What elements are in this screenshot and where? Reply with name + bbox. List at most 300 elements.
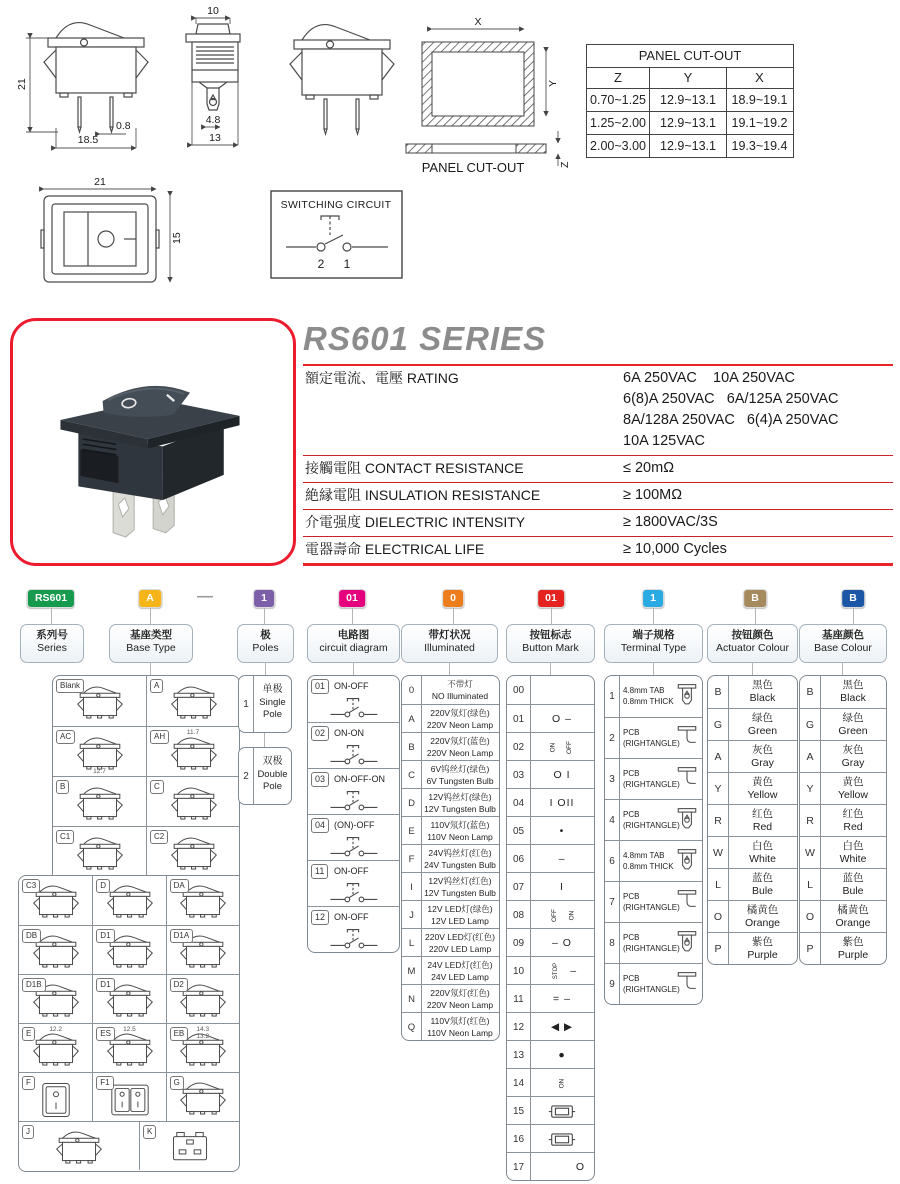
mark-text: O – (552, 713, 572, 725)
illuminated-zh: 24V LED灯(红色) (427, 960, 493, 970)
code-cell: 2 (605, 718, 620, 759)
panel-cutout-header-row (587, 68, 793, 89)
base-type-cell (92, 925, 165, 974)
base-type-code: Blank (56, 679, 84, 693)
connector-line (51, 608, 52, 624)
colour-zh: 紫色 (752, 936, 773, 948)
colour-zh: 红色 (842, 808, 864, 820)
ordering-label-en: Terminal Type (620, 642, 687, 654)
spec-row (303, 509, 893, 536)
colour-zh: 蓝色 (842, 872, 864, 884)
poles-label (254, 683, 291, 721)
terminal-text (623, 850, 674, 872)
base-type-cell (146, 726, 239, 776)
colour-en: Orange (744, 917, 781, 929)
colour-row (708, 900, 797, 933)
ordering-code-chip: RS601 (27, 589, 75, 608)
poles-label-en: Single Pole (259, 697, 286, 720)
terminal-text-line: PCB (623, 933, 640, 942)
illuminated-en: 12V LED Lamp (431, 916, 489, 926)
code-cell: I (402, 873, 422, 901)
button-mark-row (507, 1096, 594, 1125)
dim-18-5: 18.5 (77, 134, 99, 146)
colour-zh: 灰色 (842, 744, 864, 756)
spec-label: 絶縁電阻 INSULATION RESISTANCE (305, 487, 541, 503)
terminal-text (623, 727, 680, 749)
switch-drawing-icon (164, 836, 224, 874)
dim-x: X (474, 16, 482, 28)
code-cell: R (800, 805, 821, 837)
illuminated-row (402, 704, 499, 733)
ordering-label-box (799, 624, 887, 663)
series-title: RS601 SERIES (303, 320, 547, 357)
colour-row (800, 804, 886, 837)
button-mark-row (507, 900, 594, 929)
terminal-row (605, 717, 702, 759)
ordering-label-box (237, 624, 294, 663)
circuit-row (308, 722, 399, 769)
code-cell: 16 (507, 1125, 531, 1153)
mark-text-rotated: STOP (553, 962, 560, 980)
spec-label: 電器壽命 ELECTRICAL LIFE (305, 541, 485, 557)
illuminated-en: 24V Tungsten Bulb (424, 860, 496, 870)
connector-line (550, 662, 551, 675)
terminal-text-line: PCB (623, 728, 640, 737)
spec-row (303, 366, 893, 455)
illuminated-zh: 220V氖灯(绿色) (430, 708, 490, 718)
tab-terminal-icon (675, 682, 699, 710)
illuminated-row (402, 760, 499, 789)
button-mark-row (507, 872, 594, 901)
base-type-code: F (22, 1076, 35, 1090)
ordering-label-en: Button Mark (522, 642, 579, 654)
code-cell: 09 (507, 929, 531, 957)
switch-face-view-drawing (30, 178, 190, 296)
colour-en: Orange (835, 917, 871, 929)
colour-en: Black (840, 692, 866, 704)
base-type-cell (166, 925, 239, 974)
colour-row (708, 740, 797, 773)
code-cell: G (800, 709, 821, 741)
terminal-row (605, 799, 702, 841)
code-cell: 15 (507, 1097, 531, 1125)
mark-text: I (560, 881, 564, 893)
switch-drawing-icon (160, 1130, 220, 1168)
button-mark-value (530, 817, 594, 845)
terminal-text-line: PCB (623, 974, 640, 983)
button-mark-row (507, 1040, 594, 1069)
circuit-symbol-icon (323, 922, 383, 952)
actuator-colour-table (707, 675, 798, 965)
circuit-symbol-icon (323, 691, 383, 721)
spec-row (303, 455, 893, 482)
connector-line (853, 608, 854, 624)
ordering-label-zh: 按钮标志 (529, 629, 572, 641)
spec-row (303, 536, 893, 563)
connector-line (265, 662, 266, 675)
mark-text: O (575, 1161, 585, 1173)
button-mark-row (507, 760, 594, 789)
ordering-code-chip: B (743, 589, 767, 608)
code-cell: P (800, 933, 821, 965)
colour-row (800, 708, 886, 741)
colour-row (708, 804, 797, 837)
illuminated-row (402, 984, 499, 1013)
illuminated-en: 12V Tungsten Bulb (424, 888, 496, 898)
colour-row (800, 676, 886, 708)
base-type-cell (139, 1121, 239, 1170)
code-cell: A (708, 741, 729, 773)
button-mark-value (530, 957, 594, 985)
circuit-label: ON-OFF-ON (334, 774, 385, 784)
button-mark-row (507, 984, 594, 1013)
code-cell: 04 (507, 789, 531, 817)
illuminated-zh: 110V氖灯(蓝色) (430, 820, 490, 830)
code-cell: 06 (507, 845, 531, 873)
dimension-label: 12.5 (123, 1026, 136, 1033)
base-type-code: J (22, 1125, 34, 1139)
colour-en: Bule (751, 885, 773, 897)
terminal-text-line: (RIGHTANGLE) (623, 903, 680, 912)
code-cell: 08 (507, 901, 531, 929)
colour-en: Purple (837, 949, 869, 961)
illuminated-en: 220V LED Lamp (428, 944, 492, 954)
button-mark-row (507, 704, 594, 733)
circuit-label: ON-OFF (334, 866, 369, 876)
switch-drawing-icon (164, 736, 224, 774)
switch-side-view-drawing-2 (272, 14, 412, 140)
mark-text-rotated: ON (568, 910, 575, 920)
colour-en: Black (749, 692, 776, 704)
ordering-label-zh: 极 (260, 629, 271, 641)
code-cell: 07 (507, 873, 531, 901)
button-mark-row (507, 844, 594, 873)
illuminated-row (402, 788, 499, 817)
button-mark-value (530, 1041, 594, 1069)
circuit-label: (ON)-OFF (334, 820, 375, 830)
connector-line (264, 608, 265, 624)
mark-text: ● (558, 1049, 566, 1061)
rocker-switch-icon (547, 1132, 577, 1147)
base-type-code: C2 (150, 830, 168, 844)
circuit-symbol-icon (323, 784, 383, 814)
colour-zh: 红色 (752, 808, 773, 820)
tab-terminal-icon (675, 929, 699, 957)
ordering-label-box (506, 624, 595, 663)
base-type-cell (166, 876, 239, 925)
button-mark-row (507, 1124, 594, 1153)
button-mark-value (530, 1097, 594, 1125)
code-cell: Y (708, 773, 729, 805)
circuit-code: 12 (311, 910, 329, 925)
colour-en: Red (752, 821, 773, 833)
ordering-label-en: Base Type (126, 642, 176, 654)
ordering-label-zh: 系列号 (36, 629, 68, 641)
button-mark-value (530, 929, 594, 957)
code-cell: B (402, 733, 422, 761)
spec-value-line: 6A 250VAC 10A 250VAC (623, 370, 795, 386)
base-type-cell (92, 1023, 165, 1072)
code-cell: 0 (402, 676, 422, 704)
colour-en: Red (843, 821, 863, 833)
illuminated-zh: 220V氖灯(蓝色) (430, 736, 490, 746)
poles-box (238, 747, 292, 805)
terminal-type-table (604, 675, 703, 1005)
code-cell: F (402, 845, 422, 873)
connector-line (453, 608, 454, 624)
base-type-cell (166, 1072, 239, 1121)
terminal-row (605, 881, 702, 923)
code-cell: 14 (507, 1069, 531, 1097)
panel-cutout-cell: 1.25~2.00 (590, 116, 646, 130)
dimension-label: 12.7 (93, 768, 106, 775)
code-cell: 03 (507, 761, 531, 789)
terminal-text-line: PCB (623, 769, 640, 778)
button-mark-value (530, 1013, 594, 1041)
illuminated-en: 12V Tungsten Bulb (424, 804, 496, 814)
code-cell: Q (402, 1013, 422, 1041)
panel-cutout-row (587, 134, 793, 157)
spec-value (623, 510, 718, 536)
ordering-label-box (20, 624, 84, 663)
ordering-separator: — (197, 588, 213, 605)
pcb-terminal-icon (675, 888, 699, 916)
colour-zh: 蓝色 (752, 872, 773, 884)
code-cell: W (708, 837, 729, 869)
base-type-code: K (143, 1125, 156, 1139)
poles-code: 1 (239, 676, 254, 732)
code-cell: R (708, 805, 729, 837)
ordering-label-box (604, 624, 703, 663)
spec-label: 介電强度 DIELECTRIC INTENSITY (305, 514, 526, 530)
code-cell: 4 (605, 800, 620, 841)
illuminated-en: 110V Neon Lamp (427, 832, 493, 842)
terminal-text (623, 809, 680, 831)
colour-en: Yellow (838, 789, 868, 801)
ordering-label-box (307, 624, 400, 663)
connector-line (353, 662, 354, 675)
mark-text-rotated: OFF (566, 740, 574, 754)
ordering-label-en: Illuminated (424, 642, 475, 654)
connector-line (842, 662, 843, 675)
colour-row (708, 932, 797, 965)
illuminated-zh: 12V钨丝灯(绿色) (428, 792, 492, 802)
spec-table (303, 364, 893, 566)
code-cell: D (402, 789, 422, 817)
button-mark-table (506, 675, 595, 1181)
circuit-symbol-icon (323, 738, 383, 768)
illuminated-row (402, 900, 499, 929)
illuminated-en: 110V Neon Lamp (427, 1028, 493, 1038)
colour-zh: 橘黄色 (837, 904, 869, 916)
circuit-row (308, 860, 399, 907)
circuit-row (308, 768, 399, 815)
terminal-text-line: (RIGHTANGLE) (623, 821, 680, 830)
terminal-2-label: 2 (317, 257, 325, 271)
code-cell: 3 (605, 759, 620, 800)
illuminated-en: 6V Tungsten Bulb (426, 776, 494, 786)
illuminated-zh: 6V钨丝灯(绿色) (430, 764, 490, 774)
button-mark-value (530, 761, 594, 789)
terminal-row (605, 963, 702, 1005)
button-mark-value (530, 733, 594, 761)
colour-zh: 紫色 (842, 936, 864, 948)
colour-row (708, 772, 797, 805)
circuit-row (308, 906, 399, 953)
illuminated-row (402, 844, 499, 873)
mark-text: – O (552, 937, 572, 949)
colour-en: Purple (747, 949, 778, 961)
illuminated-row (402, 676, 499, 704)
colour-en: White (749, 853, 776, 865)
poles-label-zh: 双极 (262, 756, 283, 767)
ordering-code-chip: 0 (442, 589, 464, 608)
poles-box (238, 675, 292, 733)
code-cell: Y (800, 773, 821, 805)
terminal-row (605, 758, 702, 800)
base-type-cell (92, 876, 165, 925)
dimension-label: 14.3 (196, 1026, 210, 1033)
button-mark-row (507, 732, 594, 761)
code-cell: O (800, 901, 821, 933)
code-cell: A (800, 741, 821, 773)
panel-cutout-cell: 19.1~19.2 (726, 112, 792, 134)
circuit-label: ON-ON (334, 728, 364, 738)
illuminated-zh: 110V氖灯(红色) (430, 1016, 490, 1026)
poles-label (254, 755, 291, 793)
panel-cutout-row (587, 89, 793, 111)
terminal-text-line: 0.8mm THICK (623, 697, 674, 706)
ordering-label-zh: 基座颜色 (822, 629, 864, 641)
colour-zh: 绿色 (842, 712, 864, 724)
illuminated-zh: 12V LED灯(绿色) (427, 904, 493, 914)
code-cell: L (800, 869, 821, 901)
base-type-code: B (56, 780, 69, 794)
base-type-code: C (150, 780, 164, 794)
colour-row (800, 868, 886, 901)
illuminated-row (402, 928, 499, 957)
panel-cutout-header-cell: X (726, 68, 792, 88)
spec-value-line: ≥ 10,000 Cycles (623, 541, 727, 557)
code-cell: B (800, 676, 821, 708)
base-type-code: C3 (22, 879, 40, 893)
mark-text-rotated: ON (558, 1078, 566, 1088)
base-type-cell (19, 974, 92, 1023)
button-mark-row (507, 956, 594, 985)
illuminated-row (402, 732, 499, 761)
code-cell: B (708, 676, 729, 708)
illuminated-zh: 220V氖灯(红色) (430, 988, 490, 998)
code-cell: C (402, 761, 422, 789)
colour-row (708, 676, 797, 708)
button-mark-value (530, 789, 594, 817)
code-cell: L (402, 929, 422, 957)
base-type-cell (53, 726, 146, 776)
connector-line (150, 608, 151, 624)
panel-cutout-cell: 12.9~13.1 (649, 135, 726, 157)
illuminated-row (402, 816, 499, 845)
product-photo (13, 321, 287, 557)
dim-21-face: 21 (94, 176, 106, 188)
ordering-code-chip: 01 (338, 589, 366, 608)
colour-zh: 白色 (842, 840, 864, 852)
colour-zh: 黑色 (752, 679, 773, 691)
button-mark-value (530, 873, 594, 901)
code-cell: 10 (507, 957, 531, 985)
switching-circuit-drawing (270, 190, 404, 280)
button-mark-value (530, 705, 594, 733)
base-type-cell (19, 1121, 139, 1170)
code-cell: M (402, 957, 422, 985)
colour-row (708, 868, 797, 901)
base-type-cell (146, 826, 239, 876)
ordering-code-chip: 1 (253, 589, 275, 608)
colour-row (800, 900, 886, 933)
dim-13: 13 (209, 132, 221, 144)
base-type-code: D1A (170, 929, 194, 943)
circuit-row (308, 676, 399, 722)
ordering-label-zh: 带灯状况 (428, 629, 471, 641)
code-cell: 12 (507, 1013, 531, 1041)
colour-en: Yellow (747, 789, 778, 801)
circuit-code: 03 (311, 772, 329, 787)
code-cell: 9 (605, 964, 620, 1005)
mark-text: I OII (549, 797, 575, 809)
spec-value-line: ≤ 20mΩ (623, 460, 675, 476)
ordering-label-box (707, 624, 798, 663)
terminal-text (623, 973, 680, 995)
ordering-label-zh: 端子规格 (632, 629, 675, 641)
terminal-text-line: (RIGHTANGLE) (623, 739, 680, 748)
code-cell: E (402, 817, 422, 845)
colour-row (708, 836, 797, 869)
base-type-code: G (170, 1076, 184, 1090)
base-type-cell (19, 876, 92, 925)
panel-cutout-cell: 12.9~13.1 (649, 112, 726, 134)
tab-terminal-icon (675, 806, 699, 834)
ordering-label-zh: 电路图 (337, 629, 370, 641)
base-type-code: E (22, 1027, 35, 1041)
button-mark-value (530, 676, 594, 704)
base-type-code: F1 (96, 1076, 113, 1090)
connector-line (752, 662, 753, 675)
code-cell: 8 (605, 923, 620, 964)
base-type-cell (166, 1023, 239, 1072)
terminal-text-line: (RIGHTANGLE) (623, 780, 680, 789)
spec-value-line: 6(8)A 250VAC 6A/125A 250VAC (623, 391, 839, 407)
button-mark-row (507, 816, 594, 845)
panel-cutout-drawing (400, 16, 580, 184)
ordering-label-en: Base Colour (814, 642, 872, 654)
button-mark-value (530, 901, 594, 929)
code-cell: 1 (605, 676, 620, 717)
button-mark-row (507, 676, 594, 704)
switch-drawing-icon (164, 685, 224, 723)
illuminated-zh: 220V LED灯(红色) (425, 932, 495, 942)
mark-text: O I (553, 769, 571, 781)
ordering-code-chip: 1 (642, 589, 664, 608)
dim-0-8: 0.8 (116, 120, 131, 132)
poles-code: 2 (239, 748, 254, 804)
base-type-code: AH (150, 730, 169, 744)
illuminated-en: 24V LED Lamp (431, 972, 489, 982)
spec-value-line: ≥ 100MΩ (623, 487, 683, 503)
base-type-code: DA (170, 879, 189, 893)
code-cell: 13 (507, 1041, 531, 1069)
mark-text-rotated: ON (549, 742, 556, 752)
pcb-terminal-icon (675, 724, 699, 752)
connector-line (449, 662, 450, 675)
